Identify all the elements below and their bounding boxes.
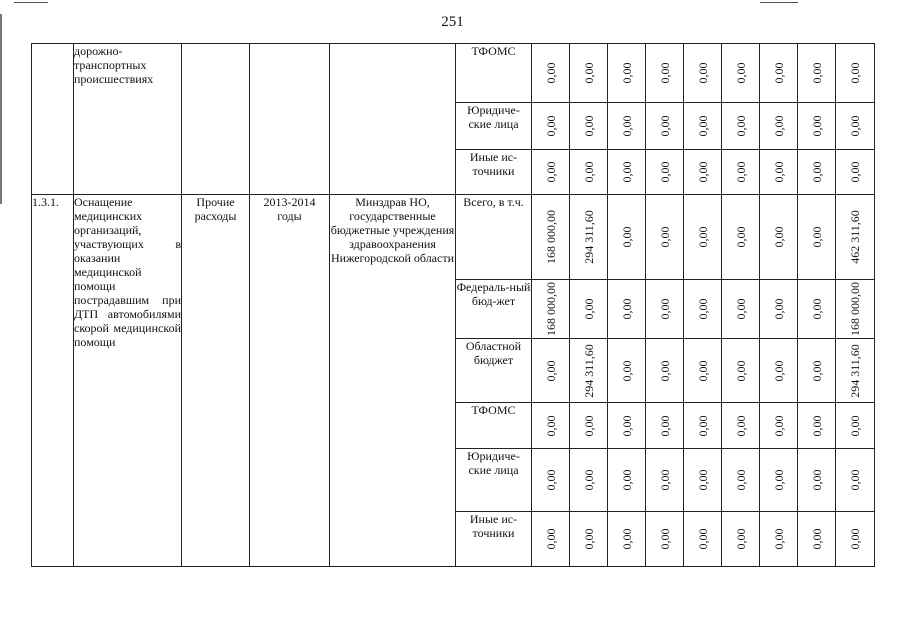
value-cell [570,44,608,103]
value-cell [532,403,570,449]
value-text: 0,00 [657,528,672,550]
value-text: 0,00 [848,469,862,491]
value-text: 0,00 [619,62,634,84]
value-text: 0,00 [771,360,786,381]
value-text: 0,00 [543,415,558,436]
value-text: 0,00 [543,360,558,381]
table-row [32,195,875,280]
value-text: 0,00 [581,62,596,84]
expense-category-cell [182,44,250,195]
value-cell [532,512,570,567]
value-text: 0,00 [771,415,786,436]
value-text: 0,00 [543,115,558,137]
value-cell [608,195,646,280]
expense-category-cell: Прочие расходы [182,195,250,567]
value-cell [836,280,875,339]
value-text: 0,00 [848,62,862,84]
value-text: 0,00 [809,62,824,84]
value-text: 0,00 [695,415,710,436]
value-text: 0,00 [733,161,748,183]
funding-source-cell: ТФОМС [456,44,532,103]
value-text: 0,00 [695,469,710,491]
value-cell [608,512,646,567]
value-cell [646,44,684,103]
scan-edge-line-top-right [760,2,798,3]
value-cell [684,195,722,280]
value-text: 0,00 [848,415,862,436]
value-text: 0,00 [543,469,558,491]
value-text: 0,00 [619,415,634,436]
value-cell [836,512,875,567]
measure-description-cell: Оснащение медицинских организаций, участвующих в оказании медицинской помощи пострадавшим при ДТП автомобилями скорой медицинской помощи [74,195,182,567]
value-text: 0,00 [809,226,824,248]
value-cell [760,449,798,512]
value-text: 0,00 [733,298,748,320]
value-text: 0,00 [771,161,786,183]
value-cell [798,150,836,195]
value-text: 0,00 [771,115,786,137]
value-cell [570,280,608,339]
value-cell [646,403,684,449]
value-cell [760,403,798,449]
value-cell [684,44,722,103]
value-cell [570,339,608,403]
value-cell [722,280,760,339]
value-cell [532,44,570,103]
value-cell [532,449,570,512]
value-cell [798,403,836,449]
value-cell [760,195,798,280]
funding-source-cell: Юридиче-ские лица [456,103,532,150]
value-text: 0,00 [771,528,786,550]
value-text: 0,00 [619,161,634,183]
value-cell [684,280,722,339]
value-text: 0,00 [695,161,710,183]
value-text: 0,00 [848,115,862,137]
value-text: 462 311,60 [848,210,862,264]
budget-table [31,43,875,567]
value-text: 0,00 [581,298,596,320]
value-text: 0,00 [657,298,672,320]
executor-cell [330,44,456,195]
value-text: 0,00 [619,360,634,381]
value-text: 0,00 [809,528,824,550]
value-text: 294 311,60 [581,210,596,264]
value-cell [722,44,760,103]
value-cell [646,449,684,512]
funding-source-cell: Иные ис-точники [456,150,532,195]
value-text: 0,00 [695,528,710,550]
executor-cell: Минздрав НО, государственные бюджетные учреждения здравоохранения Нижегородской области [330,195,456,567]
value-cell [608,103,646,150]
value-cell [760,339,798,403]
value-cell [684,403,722,449]
scan-edge-line-top-left [14,2,48,3]
value-cell [722,150,760,195]
value-cell [608,403,646,449]
value-cell [608,449,646,512]
value-cell [570,512,608,567]
period-cell: 2013-2014 годы [250,195,330,567]
value-text: 0,00 [543,161,558,183]
value-cell [570,195,608,280]
value-text: 0,00 [809,115,824,137]
funding-source-cell: Иные ис-точники [456,512,532,567]
value-text: 0,00 [733,528,748,550]
table-row [32,44,875,103]
value-cell [570,449,608,512]
value-text: 0,00 [695,62,710,84]
value-cell [684,449,722,512]
index-cell [32,44,74,195]
funding-source-cell: Юридиче-ские лица [456,449,532,512]
value-cell [760,44,798,103]
value-cell [570,150,608,195]
value-text: 0,00 [581,161,596,183]
value-text: 0,00 [733,360,748,381]
value-cell [532,339,570,403]
value-text: 168 000,00 [848,282,862,336]
value-text: 0,00 [657,360,672,381]
value-text: 0,00 [657,62,672,84]
value-cell [722,403,760,449]
value-text: 0,00 [619,469,634,491]
value-cell [760,103,798,150]
value-cell [684,150,722,195]
value-text: 0,00 [657,161,672,183]
value-cell [760,280,798,339]
value-cell [798,195,836,280]
value-cell [570,103,608,150]
funding-source-cell: Всего, в т.ч. [456,195,532,280]
value-text: 0,00 [657,469,672,491]
value-cell [722,339,760,403]
value-cell [798,339,836,403]
value-cell [760,512,798,567]
value-cell [722,449,760,512]
value-cell [646,339,684,403]
value-cell [722,512,760,567]
value-cell [532,195,570,280]
scan-edge-line-left [0,14,2,204]
value-cell [798,44,836,103]
funding-source-cell: Федераль-ный бюд-жет [456,280,532,339]
value-cell [608,339,646,403]
funding-source-cell: ТФОМС [456,403,532,449]
value-text: 168 000,00 [543,210,558,264]
value-text: 0,00 [733,415,748,436]
value-text: 0,00 [733,226,748,248]
funding-source-cell: Областной бюджет [456,339,532,403]
value-cell [646,195,684,280]
value-text: 0,00 [848,528,862,550]
value-text: 0,00 [695,115,710,137]
value-text: 0,00 [543,62,558,84]
measure-description-cell: дорожно-транспортных происшествиях [74,44,182,195]
period-cell [250,44,330,195]
value-text: 0,00 [809,360,824,381]
value-text: 0,00 [809,415,824,436]
value-text: 168 000,00 [543,282,558,336]
value-text: 0,00 [657,115,672,137]
value-text: 0,00 [848,161,862,183]
value-text: 0,00 [543,528,558,550]
page-number: 251 [441,14,464,30]
value-cell [608,150,646,195]
value-text: 294 311,60 [581,343,596,398]
value-cell [608,44,646,103]
value-cell [836,449,875,512]
value-text: 0,00 [809,161,824,183]
value-cell [532,103,570,150]
value-cell [684,339,722,403]
value-cell [646,103,684,150]
value-cell [836,339,875,403]
value-cell [722,195,760,280]
value-cell [836,403,875,449]
value-cell [836,195,875,280]
value-text: 294 311,60 [848,343,862,398]
value-text: 0,00 [733,469,748,491]
value-cell [836,44,875,103]
value-cell [798,449,836,512]
value-text: 0,00 [619,115,634,137]
value-text: 0,00 [771,62,786,84]
value-cell [532,150,570,195]
value-text: 0,00 [695,360,710,381]
value-text: 0,00 [695,226,710,248]
value-text: 0,00 [619,226,634,248]
value-text: 0,00 [657,415,672,436]
value-text: 0,00 [581,469,596,491]
value-cell [798,103,836,150]
value-text: 0,00 [581,528,596,550]
value-cell [608,280,646,339]
value-text: 0,00 [657,226,672,248]
value-text: 0,00 [581,415,596,436]
value-cell [836,150,875,195]
value-cell [798,512,836,567]
value-text: 0,00 [619,528,634,550]
value-cell [798,280,836,339]
value-text: 0,00 [809,298,824,320]
value-cell [760,150,798,195]
value-text: 0,00 [733,62,748,84]
value-text: 0,00 [733,115,748,137]
value-cell [684,512,722,567]
value-cell [722,103,760,150]
value-text: 0,00 [695,298,710,320]
value-text: 0,00 [771,469,786,491]
value-cell [532,280,570,339]
index-cell: 1.3.1. [32,195,74,567]
value-cell [570,403,608,449]
value-text: 0,00 [619,298,634,320]
value-cell [646,280,684,339]
value-text: 0,00 [771,226,786,248]
value-text: 0,00 [771,298,786,320]
value-text: 0,00 [809,469,824,491]
value-cell [684,103,722,150]
value-cell [646,150,684,195]
value-cell [646,512,684,567]
value-cell [836,103,875,150]
value-text: 0,00 [581,115,596,137]
